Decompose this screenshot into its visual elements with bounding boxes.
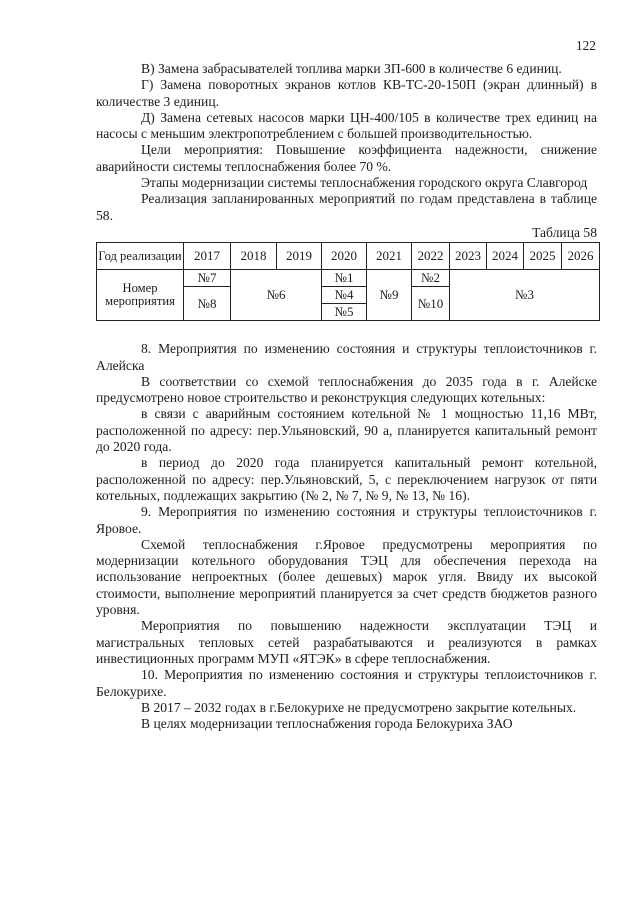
year-cell: 2018 bbox=[231, 243, 277, 270]
page-number: 122 bbox=[576, 38, 596, 53]
table-cell: №4 bbox=[322, 287, 367, 304]
paragraph: в связи с аварийным состоянием котельной № 1 мощностью 11,16 МВт, расположенной по адресу: пер.Ульяновский, 90 а, планируется капитальный ремонт до 2020 года. bbox=[96, 406, 597, 455]
table-cell: №6 bbox=[231, 270, 322, 321]
table-cell: №10 bbox=[412, 287, 450, 321]
table-cell: №1 bbox=[322, 270, 367, 287]
paragraph-item-g: Г) Замена поворотных экранов котлов КВ-ТС-20-150П (экран длинный) в количестве 3 единиц. bbox=[96, 77, 597, 109]
year-cell: 2023 bbox=[450, 243, 487, 270]
year-cell: 2024 bbox=[487, 243, 524, 270]
table-cell: №3 bbox=[450, 270, 600, 321]
paragraph-item-d: Д) Замена сетевых насосов марки ЦН-400/105 в количестве трех единиц на насосы с меньшим электропотреблением с большей производительностью. bbox=[96, 109, 597, 142]
year-cell: 2026 bbox=[562, 243, 600, 270]
paragraph-stages: Этапы модернизации системы теплоснабжения городского округа Славгород bbox=[141, 175, 588, 191]
paragraph: Мероприятия по повышению надежности эксплуатации ТЭЦ и магистральных тепловых сетей разрабатываются и реализуются в рамках инвестиционных программ МУП «ЯТЭК» в сфере теплоснабжения. bbox=[96, 618, 597, 666]
section-aleysk bbox=[96, 341, 597, 732]
year-header-cell: Год реализации bbox=[97, 243, 184, 270]
row-label-cell: Номер мероприятия bbox=[97, 270, 184, 321]
table-cell: №5 bbox=[322, 304, 367, 321]
schedule-table bbox=[96, 242, 600, 321]
paragraph: В соответствии со схемой теплоснабжения до 2035 года в г. Алейске предусмотрено новое строительство и реконструкция следующих котельных: bbox=[96, 373, 597, 406]
table-cell: №2 bbox=[412, 270, 450, 287]
section-heading: 10. Мероприятия по изменению состояния и структуры теплоисточников г. Белокурихе. bbox=[96, 667, 597, 699]
paragraph-goals: Цели мероприятия: Повышение коэффициента надежности, снижение аварийности системы теплоснабжения более 70 %. bbox=[96, 142, 597, 174]
table-caption: Таблица 58 bbox=[532, 224, 597, 240]
year-cell: 2021 bbox=[367, 243, 412, 270]
paragraph: в период до 2020 года планируется капитальный ремонт котельной, расположенной по адресу: пер.Ульяновский, 5, с переключением нагрузок от пяти котельных, подлежащих закрытию (№ 2, № 7, № 9, № 13, № 16). bbox=[96, 455, 597, 503]
section-heading: 9. Мероприятия по изменению состояния и структуры теплоисточников г. Яровое. bbox=[96, 504, 597, 536]
paragraph-implementation: Реализация запланированных мероприятий по годам представлена в таблице 58. bbox=[96, 191, 597, 223]
table-cell: №7 bbox=[184, 270, 231, 287]
year-cell: 2025 bbox=[524, 243, 562, 270]
year-cell: 2020 bbox=[322, 243, 367, 270]
table-header-row bbox=[97, 243, 600, 270]
table-cell: №8 bbox=[184, 287, 231, 321]
year-cell: 2019 bbox=[277, 243, 322, 270]
paragraph-item-v: В) Замена забрасывателей топлива марки ЗП-600 в количестве 6 единиц. bbox=[141, 61, 562, 76]
year-cell: 2017 bbox=[184, 243, 231, 270]
paragraph: В целях модернизации теплоснабжения города Белокуриха ЗАО bbox=[141, 716, 513, 732]
year-cell: 2022 bbox=[412, 243, 450, 270]
page-content bbox=[96, 61, 597, 732]
table-cell: №9 bbox=[367, 270, 412, 321]
paragraph: Схемой теплоснабжения г.Яровое предусмотрены мероприятия по модернизации котельного оборудования ТЭЦ для обеспечения перехода на использование непроектных (более дешевых) марок угля. Ввиду их высокой стоимости, выполнение мероприятий планируется за счет средств бюджетов разного уровня. bbox=[96, 536, 597, 618]
paragraph: В 2017 – 2032 годах в г.Белокурихе не предусмотрено закрытие котельных. bbox=[141, 699, 577, 715]
table-row bbox=[97, 270, 600, 287]
section-heading: 8. Мероприятия по изменению состояния и структуры теплоисточников г. Алейска bbox=[96, 341, 597, 373]
